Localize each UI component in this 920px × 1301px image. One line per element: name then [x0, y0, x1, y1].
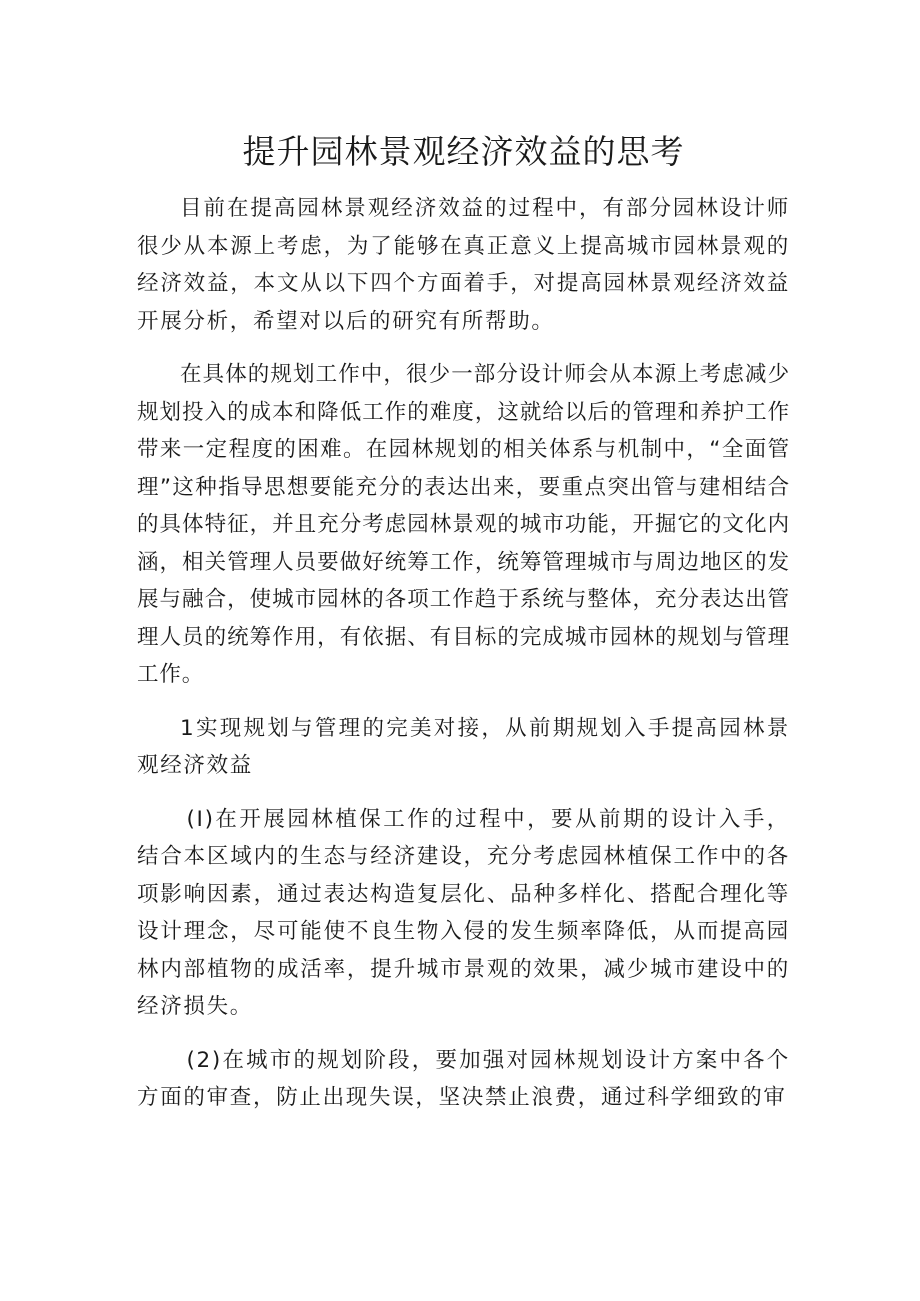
- section-heading-1: 1实现规划与管理的完美对接，从前期规划入手提高园林景观经济效益: [137, 715, 790, 778]
- paragraph-intro: 目前在提高园林景观经济效益的过程中，有部分园林设计师很少从本源上考虑，为了能够在真正意义上提高城市园林景观的经济效益，本文从以下四个方面着手，对提高园林景观经济效益开展分析，希望对以后的研究有所帮助。: [137, 196, 790, 334]
- document-body: [137, 190, 790, 1117]
- paragraph-item-2: (2)在城市的规划阶段，要加强对园林规划设计方案中各个方面的审查，防止出现失误，坚决禁止浪费，通过科学细致的审: [137, 1047, 790, 1110]
- paragraph-item-1: (I)在开展园林植保工作的过程中，要从前期的设计入手，结合本区域内的生态与经济建设，充分考虑园林植保工作中的各项影响因素，通过表达构造复层化、品种多样化、搭配合理化等设计理念，尽可能使不良生物入侵的发生频率降低，从而提高园林内部植物的成活率，提升城市景观的效果，减少城市建设中的经济损失。: [137, 806, 790, 1019]
- paragraph-planning: 在具体的规划工作中，很少一部分设计师会从本源上考虑减少规划投入的成本和降低工作的难度，这就给以后的管理和养护工作带来一定程度的困难。在园林规划的相关体系与机制中，“全面管理”这种指导思想要能充分的表达出来，要重点突出管与建相结合的具体特征，并且充分考虑园林景观的城市功能，开掘它的文化内涵，相关管理人员要做好统筹工作，统筹管理城市与周边地区的发展与融合，使城市园林的各项工作趋于系统与整体，充分表达出管理人员的统筹作用，有依据、有目标的完成城市园林的规划与管理工作。: [137, 362, 790, 687]
- document-title: 提升园林景观经济效益的思考: [242, 132, 685, 171]
